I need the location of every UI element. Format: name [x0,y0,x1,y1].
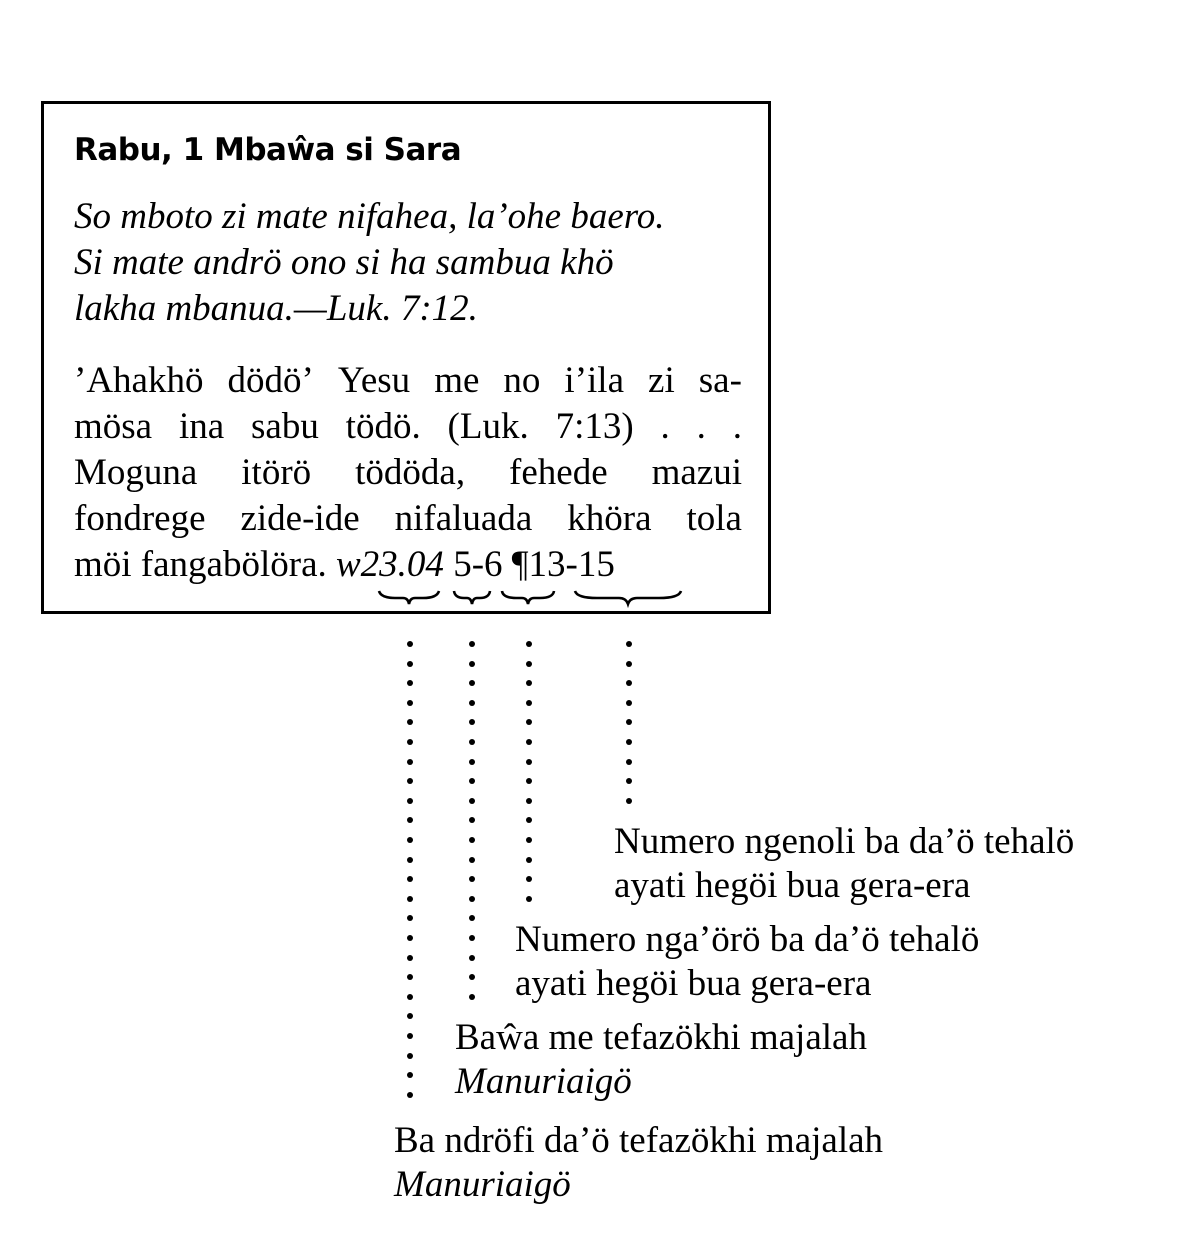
body-word: . [696,406,706,447]
dot [469,896,475,902]
body-word: nifaluada [394,498,533,539]
brace-icon-paragraphs [573,588,683,608]
body-word: mazui [651,452,742,493]
body-word: zi [648,360,675,401]
daily-text-box [41,101,771,614]
body-word: (Luk. [447,406,529,447]
dot [407,817,413,823]
body-word: i’ila [564,360,625,401]
body-word: 7:13) [555,406,634,447]
body-word: mösa [74,406,153,447]
dot [469,700,475,706]
dot [526,857,532,863]
body-word: ’Ahakhö [74,360,204,401]
dot [626,700,632,706]
dot [407,955,413,961]
brace-icon-issue [377,588,441,608]
body-word: tola [686,498,742,539]
dot [469,739,475,745]
dot [526,876,532,882]
dot [626,778,632,784]
body-word: sa- [698,360,742,401]
verse-line: Si mate andrö ono si ha sambua khö [74,242,614,283]
dot [526,759,532,765]
body-word: Moguna [74,452,198,493]
dot [469,759,475,765]
body-word: fondrege [74,498,206,539]
body-text: möi fangabölöra. [74,544,327,585]
body-line [74,496,742,542]
dot [626,719,632,725]
dot [407,1053,413,1059]
dot [469,955,475,961]
body-word: khöra [567,498,652,539]
dot [526,837,532,843]
body-word: Yesu [337,360,411,401]
dot [407,935,413,941]
dot [526,778,532,784]
dot [469,661,475,667]
dot [626,680,632,686]
dot [407,1033,413,1039]
dot [407,719,413,725]
dot [407,1013,413,1019]
dot [469,935,475,941]
dot [407,896,413,902]
dot [626,641,632,647]
body-line [74,450,742,496]
dot [526,798,532,804]
reference-paragraphs: ¶13-15 [511,544,615,585]
body-word: ina [178,406,225,447]
body-word: tödöda, [355,452,466,493]
callout-line: Baŵa me tefazökhi majalah [455,1017,867,1058]
dot [526,661,532,667]
reference-pages: 5-6 [453,544,503,585]
dot [407,700,413,706]
callout-line: Ba ndröfi da’ö tefazökhi majalah [394,1120,884,1161]
callout-line: ayati hegöi bua gera-era [614,865,971,906]
body-word: . [660,406,670,447]
dot [526,896,532,902]
dot [469,974,475,980]
callout-line: ayati hegöi bua gera-era [515,963,872,1004]
callout-issue [455,1016,867,1104]
dot [407,857,413,863]
dot [407,876,413,882]
body-word: me [434,360,480,401]
dot [407,994,413,1000]
body-word: sabu [251,406,319,447]
callout-paragraphs [614,820,1074,908]
body-word: itörö [241,452,312,493]
verse-line: lakha mbanua.—Luk. 7:12. [74,288,478,329]
dot [469,680,475,686]
body-word: . [732,406,742,447]
theme-scripture [74,194,754,332]
callout-line-magazine: Manuriaigö [455,1061,632,1102]
brace-icon-year [452,588,492,608]
callout-line: Numero nga’örö ba da’ö tehalö [515,919,980,960]
comment-body [74,358,742,588]
body-line [74,358,742,404]
dot [407,798,413,804]
dot [469,915,475,921]
dot [526,739,532,745]
dot [626,739,632,745]
dot [469,857,475,863]
body-line [74,404,742,450]
daily-text-title: Rabu, 1 Mbaŵa si Sara [74,132,462,168]
callout-line: Numero ngenoli ba da’ö tehalö [614,821,1075,862]
body-word: zide-ide [240,498,360,539]
dot [526,817,532,823]
dot [407,739,413,745]
dot [407,915,413,921]
dot [469,876,475,882]
dot [407,1092,413,1098]
dot [407,778,413,784]
dot [526,719,532,725]
dot [407,641,413,647]
verse-line: So mboto zi mate nifahea, la’ohe baero. [74,196,665,237]
dot [469,719,475,725]
dot [526,680,532,686]
dot [407,1072,413,1078]
body-word: fehede [509,452,608,493]
dot [469,837,475,843]
reference-publication: w23.04 [336,544,444,585]
dot [407,837,413,843]
dot [469,798,475,804]
callout-line-magazine: Manuriaigö [394,1164,571,1205]
callout-pages [515,918,979,1006]
dot [407,680,413,686]
dot [469,817,475,823]
dot [407,974,413,980]
dot [626,759,632,765]
body-line-with-reference [74,542,742,588]
dot [626,798,632,804]
dot [469,994,475,1000]
brace-icon-pages [500,588,556,608]
body-word: no [503,360,541,401]
body-word: dödö’ [227,360,314,401]
dot [407,759,413,765]
dot [469,778,475,784]
dot [626,661,632,667]
callout-year [394,1119,883,1207]
dot [526,641,532,647]
dot [469,641,475,647]
dot [407,661,413,667]
dot [526,700,532,706]
body-word: tödö. [345,406,421,447]
